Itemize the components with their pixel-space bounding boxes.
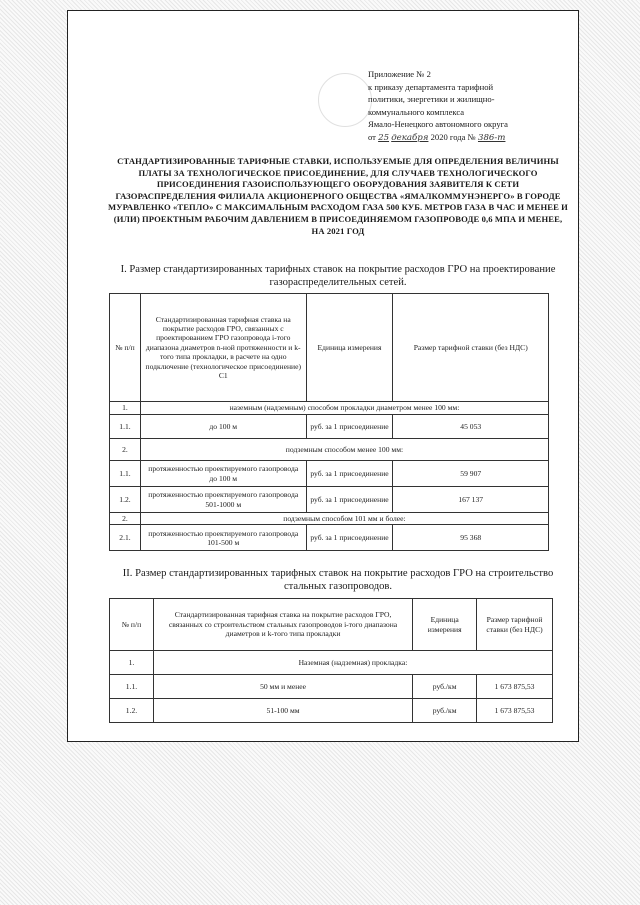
row-value: 1 673 875,53: [477, 699, 553, 723]
row-num: 2.: [110, 439, 141, 461]
row-num: 2.1.: [110, 525, 141, 551]
table-row: [110, 402, 549, 415]
official-stamp-mark: [318, 73, 372, 127]
row-value: 59 907: [393, 461, 549, 487]
document-title: СТАНДАРТИЗИРОВАННЫЕ ТАРИФНЫЕ СТАВКИ, ИСПОЛЬЗУЕМЫЕ ДЛЯ ОПРЕДЕЛЕНИЯ ВЕЛИЧИНЫ ПЛАТЫ ЗА ТЕХНОЛОГИЧЕСКОЕ ПРИСОЕДИНЕНИЕ, ДЛЯ СЛУЧАЕВ ТЕХНОЛОГИЧЕСКОГО ПРИСОЕДИНЕНИЯ ГАЗОИСПОЛЬЗУЮЩЕГО ОБОРУДОВАНИЯ ЗАЯВИТЕЛЯ К СЕТИ ГАЗОРАСПРЕДЕЛЕНИЯ ФИЛИАЛА АКЦИОНЕРНОГО ОБЩЕСТВА «ЯМАЛКОММУНЭНЕРГО» В ГОРОДЕ МУРАВЛЕНКО «ТЕПЛО» С МАКСИМАЛЬНЫМ РАСХОДОМ ГАЗА 500 КУБ. МЕТРОВ ГАЗА В ЧАС И МЕНЕЕ И (ИЛИ) ПРОЕКТНЫМ РАБОЧИМ ДАВЛЕНИЕМ В ПРИСОЕДИНЯЕМОМ ГАЗОПРОВОДЕ 0,6 МПА И МЕНЕЕ, НА 2021 ГОД: [108, 156, 568, 236]
row-group-text: наземным (надземным) способом прокладки диаметром менее 100 мм:: [140, 402, 548, 415]
header-num: № п/п: [110, 294, 141, 402]
row-num: 1.1.: [110, 415, 141, 439]
appendix-line: Приложение № 2: [368, 69, 431, 79]
appendix-line: к приказу департамента тарифной: [368, 81, 494, 92]
date-month: декабря: [391, 132, 429, 143]
section2-title: II. Размер стандартизированных тарифных ставок на покрытие расходов ГРО на строительство стальных газопроводов.: [122, 568, 554, 592]
row-value: 95 368: [393, 525, 549, 551]
date-day: 25: [378, 132, 390, 143]
row-num: 1.: [110, 651, 154, 675]
row-unit: руб. за 1 присоединение: [306, 461, 393, 487]
table-row: [110, 487, 549, 513]
header-desc: Стандартизированная тарифная ставка на покрытие расходов ГРО, связанных со строительством стальных газопроводов i-того диапазона диаметров и k-того типа прокладки: [153, 599, 412, 651]
table-row: [110, 675, 553, 699]
date-year: 2020 года №: [430, 131, 476, 142]
row-desc: 50 мм и менее: [153, 675, 412, 699]
row-desc: до 100 м: [140, 415, 306, 439]
header-desc: Стандартизированная тарифная ставка на покрытие расходов ГРО, связанных с проектированием ГРО газопровода i-того диапазона диаметров n-ной протяженности и k-того типа прокладки, в расчете на одно подключение (технологическое присоединение) С1: [140, 294, 306, 402]
row-unit: руб./км: [413, 675, 477, 699]
row-unit: руб. за 1 присоединение: [306, 415, 393, 439]
row-unit: руб. за 1 присоединение: [306, 525, 393, 551]
row-desc: 51-100 мм: [153, 699, 412, 723]
header-unit: Единица измерения: [306, 294, 393, 402]
row-num: 2.: [110, 513, 141, 525]
section1-title: I. Размер стандартизированных тарифных ставок на покрытие расходов ГРО на проектирование газораспределительных сетей.: [120, 264, 556, 288]
header-rate: Размер тарифной ставки (без НДС): [393, 294, 549, 402]
order-number: 386-т: [477, 132, 506, 143]
row-unit: руб. за 1 присоединение: [306, 487, 393, 513]
row-value: 45 053: [393, 415, 549, 439]
header-unit: Единица измерения: [413, 599, 477, 651]
row-unit: руб./км: [413, 699, 477, 723]
header-num: № п/п: [110, 599, 154, 651]
table-header-row: [110, 294, 549, 402]
table-row: [110, 461, 549, 487]
appendix-line: политики, энергетики и жилищно-: [368, 94, 495, 104]
table-row: [110, 415, 549, 439]
section2-table: [109, 598, 553, 723]
row-num: 1.1.: [110, 461, 141, 487]
row-num: 1.1.: [110, 675, 154, 699]
table-header-row: [110, 599, 553, 651]
appendix-line: коммунального комплекса: [368, 106, 465, 117]
header-rate: Размер тарифной ставки (без НДС): [477, 599, 553, 651]
appendix-block: [368, 68, 568, 144]
appendix-date-line: [368, 131, 568, 145]
date-prefix: от: [368, 131, 376, 142]
row-num: 1.2.: [110, 699, 154, 723]
section1-table: [109, 293, 549, 551]
row-desc: протяженностью проектируемого газопровода 501-1000 м: [140, 487, 306, 513]
row-value: 167 137: [393, 487, 549, 513]
table-row: [110, 439, 549, 461]
table-row: [110, 525, 549, 551]
appendix-line: Ямало-Ненецкого автономного округа: [368, 119, 508, 129]
table-row: [110, 513, 549, 525]
row-group-text: Наземная (надземная) прокладка:: [153, 651, 552, 675]
table-row: [110, 699, 553, 723]
document-page: [67, 10, 579, 742]
row-group-text: подземным способом 101 мм и более:: [140, 513, 548, 525]
row-num: 1.2.: [110, 487, 141, 513]
row-num: 1.: [110, 402, 141, 415]
row-group-text: подземным способом менее 100 мм:: [140, 439, 548, 461]
table-row: [110, 651, 553, 675]
row-desc: протяженностью проектируемого газопровода 101-500 м: [140, 525, 306, 551]
row-value: 1 673 875,53: [477, 675, 553, 699]
row-desc: протяженностью проектируемого газопровода до 100 м: [140, 461, 306, 487]
